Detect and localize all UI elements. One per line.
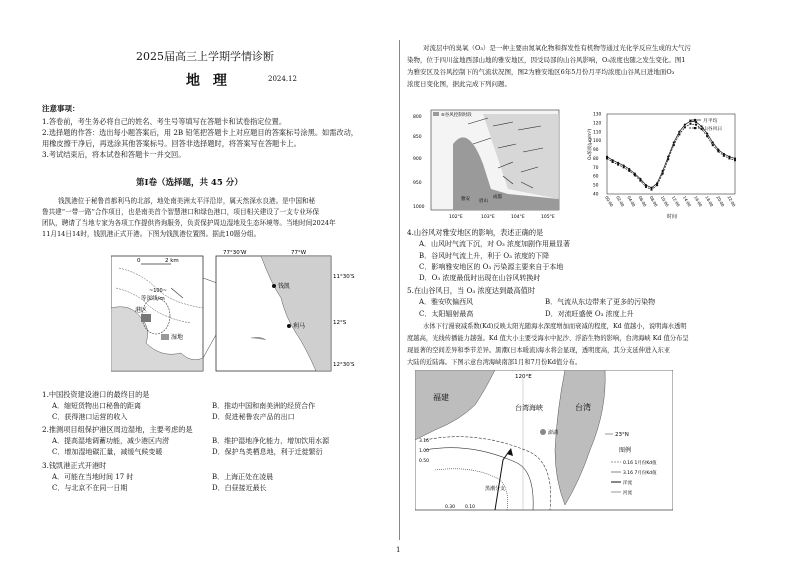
tick-value: 1.00 [419, 449, 430, 454]
tick-value: 0.10 [465, 505, 476, 510]
legend-marker-valley [694, 127, 696, 129]
question-4-stem: 4.山谷风对雅安地区的影响，表述正确的是 [407, 228, 544, 237]
legend-swatch [433, 112, 439, 116]
city-dot-chancay [272, 284, 276, 288]
data-point-monthly [667, 156, 669, 158]
island-penghu [540, 429, 546, 435]
q4-option-c[interactable]: C．影响雅安地区的 O₃ 污染源主要来自于本地 [419, 263, 564, 271]
q5-option-c[interactable]: C．太阳辐射最高 [419, 310, 474, 318]
data-point-valley [645, 186, 647, 188]
y-tick-label: 50 [593, 183, 599, 189]
data-point-valley [662, 173, 664, 175]
note-item: 3.考试结束后，将本试卷和答题卡一并交回。 [42, 150, 186, 159]
y-tick-label: 40 [593, 192, 599, 198]
xtick: 102°E [449, 215, 463, 220]
label-fujian: 福建 [433, 393, 449, 402]
lon-label: 120°E [515, 374, 532, 380]
data-point-monthly [611, 159, 613, 161]
left-column [36, 0, 396, 561]
y-tick-label: 100 [593, 139, 602, 145]
q4-option-d[interactable]: D．O₃ 浓度最低时出现在山谷风转换时 [419, 274, 541, 282]
q4-option-b[interactable]: B．谷风时气流上升，利于 O₃ 浓度的下降 [419, 252, 550, 260]
legend-label-valley: 山谷风日 [703, 127, 723, 132]
label-taiwan: 台湾 [575, 403, 591, 412]
lat-label: 23°N [615, 432, 629, 438]
x-tick-label: 10:00 [659, 195, 670, 208]
q3-option-d[interactable]: D．白昼接近最长 [212, 484, 267, 492]
data-point-monthly [628, 168, 630, 170]
label-chancay: 钱凯 [278, 283, 291, 290]
label-yaan: 雅安 [461, 197, 470, 202]
page-number: 1 [396, 546, 401, 554]
data-point-valley [628, 170, 630, 172]
question-1-stem: 1.中国投资建设港口的最终目的是 [42, 390, 150, 399]
x-ticks [604, 195, 737, 208]
passage-line: 水体下行漫衰减系数(Kd)反映太阳光随海水深度增加而衰减的程度，Kd 值越小，说明海水透明 [423, 323, 687, 330]
x-tick-label: 00:00 [604, 195, 615, 208]
q2-option-d[interactable]: D．保护鸟类栖息地，利于迁徙繁衍 [212, 448, 323, 456]
lat-label: 12°30′S [333, 362, 355, 368]
label-meishan: 眉山 [479, 199, 488, 204]
port-area [141, 314, 151, 322]
legend-label-monthly: 月平均 [703, 119, 718, 124]
x-tick-label: 20:00 [715, 195, 726, 208]
q3-option-c[interactable]: C．与北京不在同一日期 [52, 484, 128, 492]
y-tick-label: 80 [593, 156, 599, 162]
note-item: 用橡皮擦干净后，再选涂其他答案标号。回答非选择题时，将答案写在答题卡上。 [42, 139, 301, 148]
q3-option-b[interactable]: B．上海正处在凌晨 [212, 473, 274, 481]
x-tick-label: 22:00 [726, 195, 737, 208]
passage-line: 钱凯港位于秘鲁首都利马的北部，地处南美洲太平洋沿岸，属天然深水良港。是中国和秘 [58, 197, 316, 205]
port-location-map [111, 248, 376, 378]
q2-option-a[interactable]: A．提高湿地调蓄功能，减少港区内涝 [52, 437, 170, 445]
passage-line: 大陆的近陆海。下图示意台湾海峡南部1月和7月份Kd值分布。 [407, 359, 582, 366]
label-island: 澎湖 [548, 430, 559, 436]
q1-option-c[interactable]: C．获得港口运营的收入 [52, 413, 128, 421]
label-wetland: 湿地 [171, 334, 184, 341]
x-tick-label: 08:00 [648, 195, 659, 208]
passage-line: 浓度日变化图，据此完成下列问题。 [407, 80, 511, 88]
data-point-valley [623, 166, 625, 168]
data-point-valley [712, 144, 714, 146]
q3-option-a[interactable]: A．可能在当地时间 17 时 [52, 473, 134, 481]
x-tick-label: 16:00 [693, 195, 704, 208]
data-point-valley [606, 157, 608, 159]
contour-label: ~100~ [149, 288, 167, 294]
data-point-valley [695, 124, 697, 126]
passage-line: 鲁共建“一带一路”合作项目，也是南美首个智慧港口和绿色港口，项目相关建设了一支专业环保 [42, 208, 320, 216]
city-dot-lima [287, 324, 291, 328]
lat-label: 11°30′S [333, 274, 355, 280]
q2-option-b[interactable]: B．维护湿地净化能力，增加饮用水源 [212, 437, 330, 445]
data-point-valley [656, 184, 658, 186]
section-title: 第Ⅰ卷（选择题，共 45 分） [136, 178, 243, 188]
ytick: 1000 [413, 205, 425, 210]
taiwan-strait-kd-map [415, 370, 673, 515]
data-point-monthly [650, 187, 652, 189]
data-point-monthly [695, 121, 697, 123]
chart-frame [607, 114, 735, 194]
data-point-valley [673, 144, 675, 146]
scale-zero: 0 [137, 258, 141, 264]
q1-option-d[interactable]: D．促进秘鲁农产品的出口 [212, 413, 295, 421]
q5-option-b[interactable]: B．气流从东边带来了更多的污染物 [545, 298, 656, 306]
y-tick-label: 60 [593, 174, 599, 180]
label-current: 黑潮分支 [485, 486, 506, 492]
x-tick-label: 04:00 [626, 195, 637, 208]
tick-value: 0.30 [445, 505, 456, 510]
valley-wind-figure [413, 104, 563, 222]
note-item: 2.选择题的作答：选出每小题答案后，用 2B 铅笔把答题卡上对应题目的答案标号涂黑。如需改动， [42, 128, 358, 137]
y-tick-label: 130 [593, 112, 602, 118]
lat-label: 12°S [333, 320, 347, 326]
data-point-valley [734, 159, 736, 161]
ytick: 900 [413, 157, 422, 162]
passage-line: 11月14日14时，钱凯港正式开港。下图为钱凯港位置图。据此10题分组。 [42, 230, 261, 238]
passage-line: 为雅安区及谷风控制下的气流状况图，图2为雅安地区6年5月份月平均浓度山谷风日进地面O₃ [407, 68, 675, 76]
data-point-valley [651, 189, 653, 191]
data-point-valley [612, 161, 614, 163]
data-point-monthly [645, 184, 647, 186]
legend-title: 图例 [619, 447, 632, 454]
data-point-valley [717, 150, 719, 152]
passage-line: 度越高，光线传播能力越强。Kd 值大小主要受海水中泥沙、浮游生物的影响，台湾海峡 Kd 值分布呈 [407, 335, 689, 342]
label-lima: 利马 [293, 323, 306, 330]
x-tick-label: 18:00 [704, 195, 715, 208]
legend-item: 0.16 1月份Kd值 [623, 461, 657, 466]
column-divider [399, 40, 400, 540]
data-point-monthly [712, 141, 714, 143]
data-point-monthly [684, 124, 686, 126]
lon-label: 77°W [291, 250, 307, 256]
data-point-monthly [606, 156, 608, 158]
ytick: 950 [413, 181, 422, 186]
data-point-monthly [673, 141, 675, 143]
data-point-valley [706, 135, 708, 137]
data-point-monthly [623, 164, 625, 166]
q4-option-a[interactable]: A．山风时气流下沉，对 O₃ 浓度加剧作用最显著 [419, 240, 571, 248]
ytick: 800 [413, 115, 422, 120]
right-column [405, 0, 770, 561]
data-point-monthly [617, 162, 619, 164]
data-point-valley [689, 123, 691, 125]
ozone-line-chart [581, 110, 763, 222]
q2-option-c[interactable]: C．增加湿地碳汇量，减缓气候变暖 [52, 448, 163, 456]
data-point-monthly [706, 132, 708, 134]
label-strait: 台湾海峡 [515, 404, 543, 412]
exam-date: 2024.12 [268, 75, 297, 83]
x-tick-label: 02:00 [615, 195, 626, 208]
ytick: 850 [413, 135, 422, 140]
series-line-valley [607, 124, 735, 190]
subject-title: 地 理 [186, 73, 231, 89]
q1-option-b[interactable]: B．推动中国和南美洲的经贸合作 [212, 402, 316, 410]
xtick: 105°E [541, 215, 555, 220]
label-port: 港区 [135, 307, 148, 314]
legend-contour: 等深线/m [141, 296, 165, 302]
q5-option-a[interactable]: A．雅安吹偏西风 [419, 298, 474, 306]
q1-option-a[interactable]: A．缩短货物出口秘鲁的距离 [52, 402, 142, 410]
data-point-monthly [734, 157, 736, 159]
x-tick-label: 12:00 [670, 195, 682, 208]
lon-label: 77°30′W [223, 250, 247, 256]
data-point-valley [684, 126, 686, 128]
passage-line: 团队，聘请了当地专家为各项工作提供咨询服务，负责保护周边湿地及生态环境等。当地时间2024年 [42, 219, 336, 227]
exam-title: 2025届高三上学期学情诊断 [136, 50, 274, 63]
xtick: 104°E [511, 215, 525, 220]
x-axis-label: 时间 [667, 214, 678, 220]
data-point-monthly [678, 131, 680, 133]
data-point-monthly [723, 153, 725, 155]
data-point-valley [639, 180, 641, 182]
tick-value: 3.16 [419, 439, 430, 444]
data-point-monthly [728, 156, 730, 158]
x-tick-label: 06:00 [637, 195, 648, 208]
xtick: 103°E [481, 215, 495, 220]
data-point-valley [723, 155, 725, 157]
q5-option-d[interactable]: D．对流旺盛使 O₃ 浓度上升 [545, 310, 634, 318]
y-tick-label: 90 [593, 148, 599, 154]
wetland-area [161, 334, 169, 340]
legend-item: 3.16 7月份Kd值 [623, 471, 657, 476]
data-point-valley [634, 174, 636, 176]
data-point-valley [678, 133, 680, 135]
fig1-legend: ≡谷风控制时段 [441, 113, 472, 118]
note-item: 1.答卷前，考生务必将自己的姓名、考生号等填写在答题卡和试卷指定位置。 [42, 117, 287, 126]
data-point-valley [728, 157, 730, 159]
y-axis-label: O₃浓度(μg/m³) [588, 128, 593, 160]
x-tick-label: 14:00 [682, 195, 693, 208]
scale-value: 2 km [165, 258, 179, 264]
y-tick-label: 120 [593, 121, 602, 127]
data-point-valley [667, 158, 669, 160]
passage-line: 现显著的空间差异和季节差异。黑潮(日本暖流)海水将会显现，透明度高，其分支延伸进入东亚 [407, 347, 671, 354]
legend-item: 洋流 [623, 481, 632, 486]
legend-marker-monthly [694, 119, 696, 121]
passage-line: 对流层中的臭氧（O₃）是一种主要由氮氧化物和挥发性有机物等通过光化学反应生成的大气污 [423, 44, 691, 52]
y-ticks [593, 112, 601, 198]
passage-line: 染物，位于四川盆地西部山地的雅安地区，因受局部的山谷风影响，O₃浓度也随之发生变化。图1 [407, 56, 686, 64]
notes-heading: 注意事项： [42, 104, 80, 113]
y-tick-label: 70 [593, 165, 599, 171]
tick-value: 0.50 [419, 459, 430, 464]
y-tick-label: 110 [593, 130, 602, 136]
question-5-stem: 5.在山谷风日，当 O₃ 浓度达到最高值时 [407, 286, 536, 295]
question-2-stem: 2.推测项目组保护港区周边湿地，主要考虑的是 [42, 425, 193, 434]
data-point-valley [617, 164, 619, 166]
label-chengdu: 成都 [493, 195, 502, 200]
question-3-stem: 3.钱凯港正式开港时 [42, 461, 107, 470]
legend-item: 河流 [623, 491, 632, 496]
